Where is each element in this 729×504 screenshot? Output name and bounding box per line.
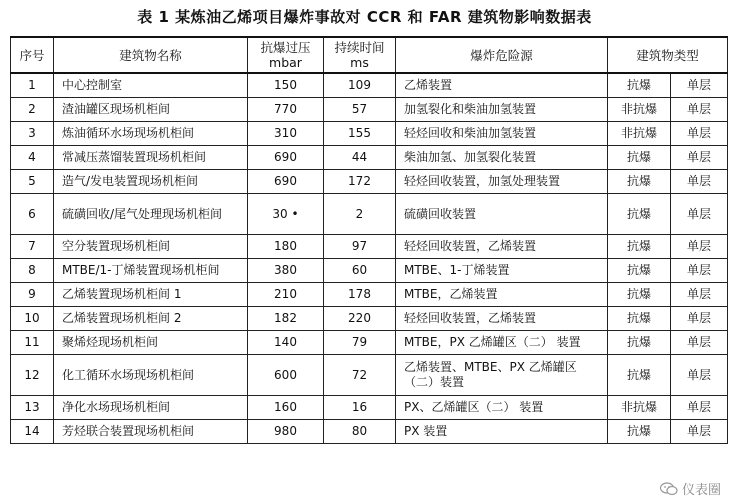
cell-pressure: 150 [248,73,324,98]
cell-seq: 12 [11,355,54,396]
cell-duration: 60 [324,259,396,283]
cell-name: 净化水场现场机柜间 [54,396,248,420]
cell-seq: 4 [11,146,54,170]
cell-pressure: 30 • [248,194,324,235]
wechat-icon [660,482,678,496]
cell-floors: 单层 [671,331,728,355]
table-row [11,98,728,122]
cell-duration: 155 [324,122,396,146]
cell-name: 中心控制室 [54,73,248,98]
cell-name: MTBE/1-丁烯装置现场机柜间 [54,259,248,283]
cell-seq: 11 [11,331,54,355]
cell-resist-type: 抗爆 [608,259,671,283]
header-name: 建筑物名称 [54,37,248,73]
watermark-text: 仪表圈 [681,483,721,498]
header-seq: 序号 [11,37,54,73]
table-row [11,235,728,259]
table-row [11,170,728,194]
cell-pressure: 180 [248,235,324,259]
cell-seq: 9 [11,283,54,307]
cell-source: MTBE，乙烯装置 [396,283,608,307]
cell-source: PX、乙烯罐区（二） 装置 [396,396,608,420]
cell-seq: 10 [11,307,54,331]
cell-floors: 单层 [671,420,728,444]
cell-seq: 6 [11,194,54,235]
cell-name: 造气/发电装置现场机柜间 [54,170,248,194]
watermark [660,479,721,498]
data-table [10,36,728,444]
cell-pressure: 160 [248,396,324,420]
cell-duration: 79 [324,331,396,355]
header-duration [324,37,396,73]
cell-source: PX 装置 [396,420,608,444]
cell-resist-type: 抗爆 [608,307,671,331]
cell-pressure: 980 [248,420,324,444]
cell-pressure: 690 [248,170,324,194]
cell-seq: 2 [11,98,54,122]
header-source: 爆炸危险源 [396,37,608,73]
cell-name: 硫磺回收/尾气处理现场机柜间 [54,194,248,235]
cell-pressure: 600 [248,355,324,396]
cell-seq: 3 [11,122,54,146]
header-pressure [248,37,324,73]
cell-resist-type: 抗爆 [608,331,671,355]
cell-source: 硫磺回收装置 [396,194,608,235]
cell-pressure: 140 [248,331,324,355]
cell-duration: 16 [324,396,396,420]
table-row [11,122,728,146]
cell-name: 化工循环水场现场机柜间 [54,355,248,396]
cell-duration: 172 [324,170,396,194]
header-duration-unit: ms [350,55,369,70]
cell-floors: 单层 [671,194,728,235]
cell-source: 轻烃回收装置，加氢处理装置 [396,170,608,194]
cell-floors: 单层 [671,259,728,283]
cell-name: 乙烯装置现场机柜间 2 [54,307,248,331]
cell-floors: 单层 [671,170,728,194]
header-pressure-label: 抗爆过压 [260,40,311,55]
cell-seq: 14 [11,420,54,444]
cell-floors: 单层 [671,396,728,420]
header-pressure-unit: mbar [269,55,302,70]
cell-resist-type: 抗爆 [608,355,671,396]
cell-floors: 单层 [671,73,728,98]
cell-duration: 109 [324,73,396,98]
table-row [11,73,728,98]
cell-floors: 单层 [671,235,728,259]
cell-resist-type: 抗爆 [608,420,671,444]
cell-resist-type: 非抗爆 [608,396,671,420]
cell-seq: 13 [11,396,54,420]
header-duration-label: 持续时间 [334,40,385,55]
table-row [11,307,728,331]
cell-pressure: 310 [248,122,324,146]
cell-pressure: 182 [248,307,324,331]
cell-pressure: 770 [248,98,324,122]
table-title: 表 1 某炼油乙烯项目爆炸事故对 CCR 和 FAR 建筑物影响数据表 [137,8,592,26]
cell-name: 聚烯烃现场机柜间 [54,331,248,355]
table-row [11,146,728,170]
table-row [11,331,728,355]
cell-pressure: 210 [248,283,324,307]
table-row [11,283,728,307]
cell-resist-type: 抗爆 [608,170,671,194]
cell-name: 常减压蒸馏装置现场机柜间 [54,146,248,170]
cell-resist-type: 抗爆 [608,235,671,259]
cell-duration: 57 [324,98,396,122]
cell-seq: 1 [11,73,54,98]
cell-name: 乙烯装置现场机柜间 1 [54,283,248,307]
cell-duration: 80 [324,420,396,444]
cell-source: 轻烃回收装置，乙烯装置 [396,307,608,331]
cell-source: 柴油加氢、加氢裂化装置 [396,146,608,170]
cell-source: 乙烯装置 [396,73,608,98]
cell-pressure: 380 [248,259,324,283]
table-row [11,194,728,235]
cell-source: MTBE，PX 乙烯罐区（二） 装置 [396,331,608,355]
cell-resist-type: 非抗爆 [608,98,671,122]
cell-source: MTBE、1-丁烯装置 [396,259,608,283]
cell-resist-type: 抗爆 [608,146,671,170]
header-type: 建筑物类型 [608,37,728,73]
cell-floors: 单层 [671,355,728,396]
cell-source: 加氢裂化和柴油加氢装置 [396,98,608,122]
table-row [11,420,728,444]
cell-floors: 单层 [671,307,728,331]
cell-pressure: 690 [248,146,324,170]
cell-resist-type: 抗爆 [608,194,671,235]
cell-name: 炼油循环水场现场机柜间 [54,122,248,146]
cell-duration: 97 [324,235,396,259]
cell-seq: 8 [11,259,54,283]
cell-duration: 220 [324,307,396,331]
cell-source: 乙烯装置、MTBE、PX 乙烯罐区（二）装置 [396,355,608,396]
header-row [11,37,728,73]
cell-source: 轻烃回收和柴油加氢装置 [396,122,608,146]
cell-name: 空分装置现场机柜间 [54,235,248,259]
cell-source: 轻烃回收装置，乙烯装置 [396,235,608,259]
cell-name: 芳烃联合装置现场机柜间 [54,420,248,444]
cell-resist-type: 非抗爆 [608,122,671,146]
cell-floors: 单层 [671,283,728,307]
cell-duration: 2 [324,194,396,235]
cell-floors: 单层 [671,122,728,146]
cell-name: 渣油罐区现场机柜间 [54,98,248,122]
cell-resist-type: 抗爆 [608,283,671,307]
cell-floors: 单层 [671,146,728,170]
cell-duration: 44 [324,146,396,170]
table-row [11,355,728,396]
cell-duration: 72 [324,355,396,396]
cell-seq: 7 [11,235,54,259]
table-row [11,396,728,420]
cell-duration: 178 [324,283,396,307]
cell-seq: 5 [11,170,54,194]
table-row [11,259,728,283]
cell-floors: 单层 [671,98,728,122]
cell-resist-type: 抗爆 [608,73,671,98]
